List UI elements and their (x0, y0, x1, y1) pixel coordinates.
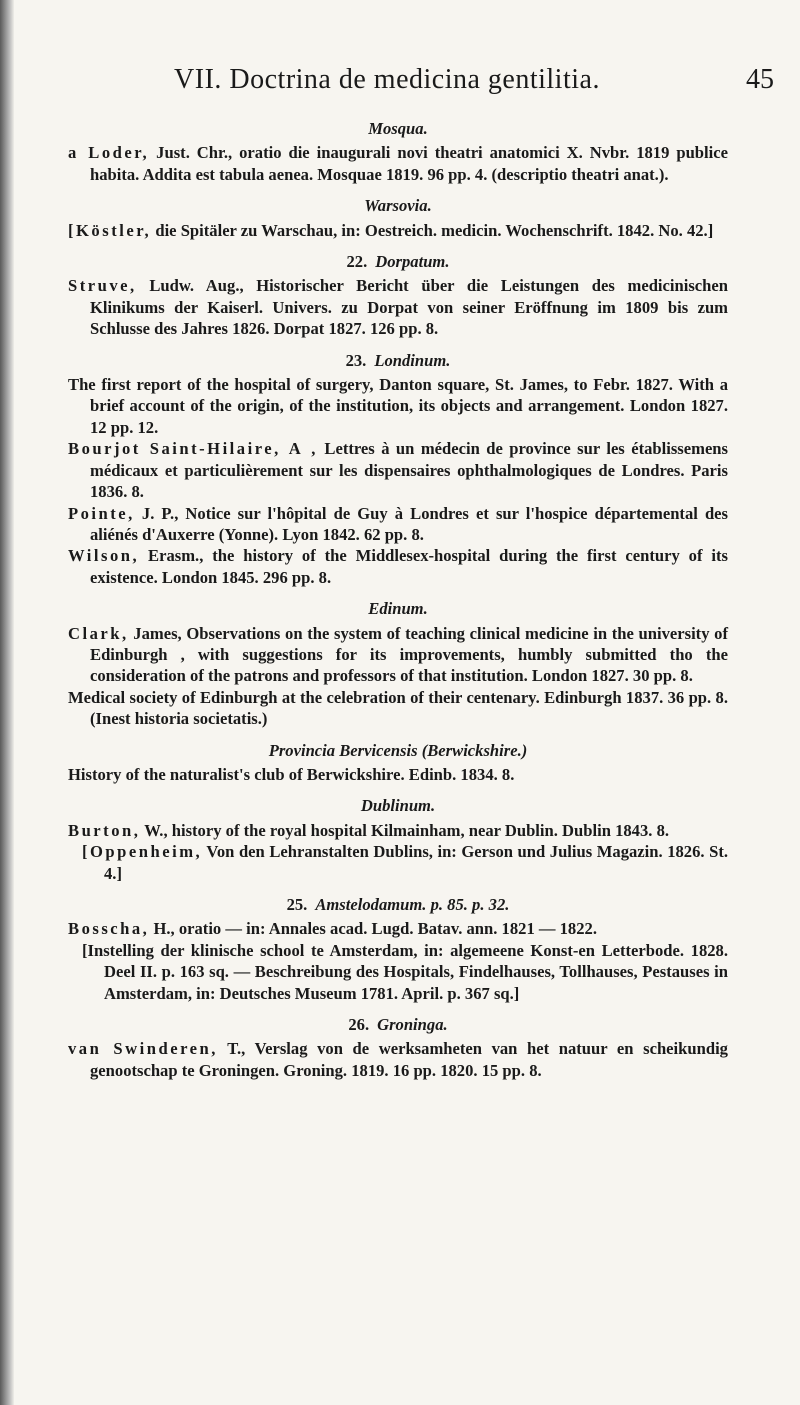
entry-text: Lettres à un médecin de province sur les établissemens médicaux et particulièrement sur les dispensaires ophthalmologiques de Londres. Paris 1836. 8. (90, 439, 728, 502)
bibliography-entry (68, 503, 728, 546)
bibliography-entry (68, 275, 728, 339)
entry-author: a Loder, (68, 143, 150, 163)
section-title: Dublinum. (360, 796, 436, 816)
entry-text: Just. Chr., oratio die inaugurali novi theatri anatomici X. Nvbr. 1819 publice habita. Addita est tabula aenea. Mosquae 1819. 96 pp. 4. (descriptio theatri anat.). (90, 143, 728, 184)
page-binding-edge (0, 0, 14, 1405)
running-head: VII. Doctrina de medicina gentilitia. (174, 64, 600, 95)
bibliography-entry (68, 142, 728, 185)
page-header (60, 64, 774, 102)
entry-author: Struve, (68, 276, 137, 296)
entry-author: van Swinderen, (68, 1039, 218, 1059)
section-heading (68, 251, 728, 272)
entry-author: Burton, (68, 820, 141, 840)
entry-author: Wilson, (68, 546, 140, 566)
section-title: Dorpatum. (375, 252, 450, 272)
entry-text: Medical society of Edinburgh at the celebration of their centenary. Edinburgh 1837. 36 pp. 8. (Inest historia societatis.) (68, 687, 728, 729)
bibliography-entry (68, 438, 728, 502)
entry-author: [Köstler, (68, 220, 152, 240)
entry-text: die Spitäler zu Warschau, in: Oestreich. medicin. Wochenschrift. 1842. No. 42.] (151, 220, 714, 240)
bibliography-entry (68, 545, 728, 588)
section-heading (68, 598, 728, 619)
bibliography-entry (68, 918, 728, 939)
section-heading (68, 350, 728, 371)
bibliography-entry (68, 820, 728, 841)
bibliography-entry (68, 841, 728, 884)
section-heading (68, 795, 728, 816)
section-heading (68, 195, 728, 216)
bibliography-entry (68, 374, 728, 438)
entry-author: Clark, (68, 623, 129, 643)
section-number: 25. (286, 895, 308, 914)
entry-text: T., Verslag von de werksamheten van het natuur en scheikundig genootschap te Groningen. Groning. 1819. 16 pp. 1820. 15 pp. 8. (90, 1039, 728, 1080)
section-heading (68, 118, 728, 139)
page-number: 45 (746, 64, 774, 95)
section-heading (68, 1014, 728, 1035)
entry-text: Von den Lehranstalten Dublins, in: Gerson und Julius Magazin. 1826. St. 4.] (104, 842, 728, 883)
entry-author: [Oppenheim, (82, 842, 203, 862)
entry-author: Pointe, (68, 503, 135, 523)
bibliography-entry (68, 220, 728, 241)
entry-author: Bosscha, (68, 919, 150, 939)
entry-text: The first report of the hospital of surgery, Danton square, St. James, to Febr. 1827. With a brief account of the origin, of the institution, its objects and arrangement. London 1827. 12 pp. 12. (68, 375, 728, 437)
section-title: Edinum. (368, 599, 428, 619)
bibliography-entry (68, 764, 728, 785)
section-number: 22. (346, 252, 368, 272)
page-content (68, 118, 728, 1081)
bibliography-entry (68, 687, 728, 730)
section-title: Warsovia. (364, 196, 432, 216)
entry-text: J. P., Notice sur l'hôpital de Guy à Londres et sur l'hospice départemental des aliénés d'Auxerre (Yonne). Lyon 1842. 62 pp. 8. (90, 503, 728, 544)
section-heading (68, 894, 728, 915)
section-number: 26. (348, 1015, 370, 1035)
entry-text: Erasm., the history of the Middlesex-hospital during the first century of its existence. London 1845. 296 pp. 8. (90, 546, 728, 587)
bibliography-entry (68, 623, 728, 687)
section-title: Londinum. (374, 350, 451, 370)
section-heading (68, 740, 728, 761)
section-title: Provincia Bervicensis (Berwickshire.) (268, 740, 528, 760)
entry-text: W., history of the royal hospital Kilmainham, near Dublin. Dublin 1843. 8. (140, 820, 670, 840)
bibliography-entry (68, 940, 728, 1004)
section-title: Mosqua. (368, 119, 428, 138)
entry-text: Ludw. Aug., Historischer Bericht über die Leistungen des medicinischen Klinikums der Kaiserl. Univers. zu Dorpat von seiner Eröffnung im 1809 bis zum Schlusse des Jahres 1826. Dorpat 1827. 126 pp. 8. (90, 276, 728, 339)
section-number: 23. (345, 350, 367, 370)
entry-text: History of the naturalist's club of Berwickshire. Edinb. 1834. 8. (68, 764, 515, 784)
entry-text: James, Observations on the system of teaching clinical medicine in the university of Edinburgh , with suggestions for its improvements, humbly submitted tho the consideration of the patrons and professors of that institution. London 1827. 30 pp. 8. (90, 623, 728, 686)
section-title: Amstelodamum. p. 85. p. 32. (315, 895, 510, 914)
entry-text: H., oratio — in: Annales acad. Lugd. Batav. ann. 1821 — 1822. (149, 919, 597, 939)
entry-author: Bourjot Saint-Hilaire, A , (68, 439, 318, 459)
bibliography-entry (68, 1038, 728, 1081)
entry-text: [Instelling der klinische school te Amsterdam, in: algemeene Konst-en Letterbode. 1828. Deel II. p. 163 sq. — Beschreibung des Hospitals, Findelhauses, Tollhauses, Pestauses in Amsterdam, in: Deutsches Museum 1781. April. p. 367 sq.] (82, 940, 728, 1003)
section-title: Groninga. (377, 1015, 448, 1035)
